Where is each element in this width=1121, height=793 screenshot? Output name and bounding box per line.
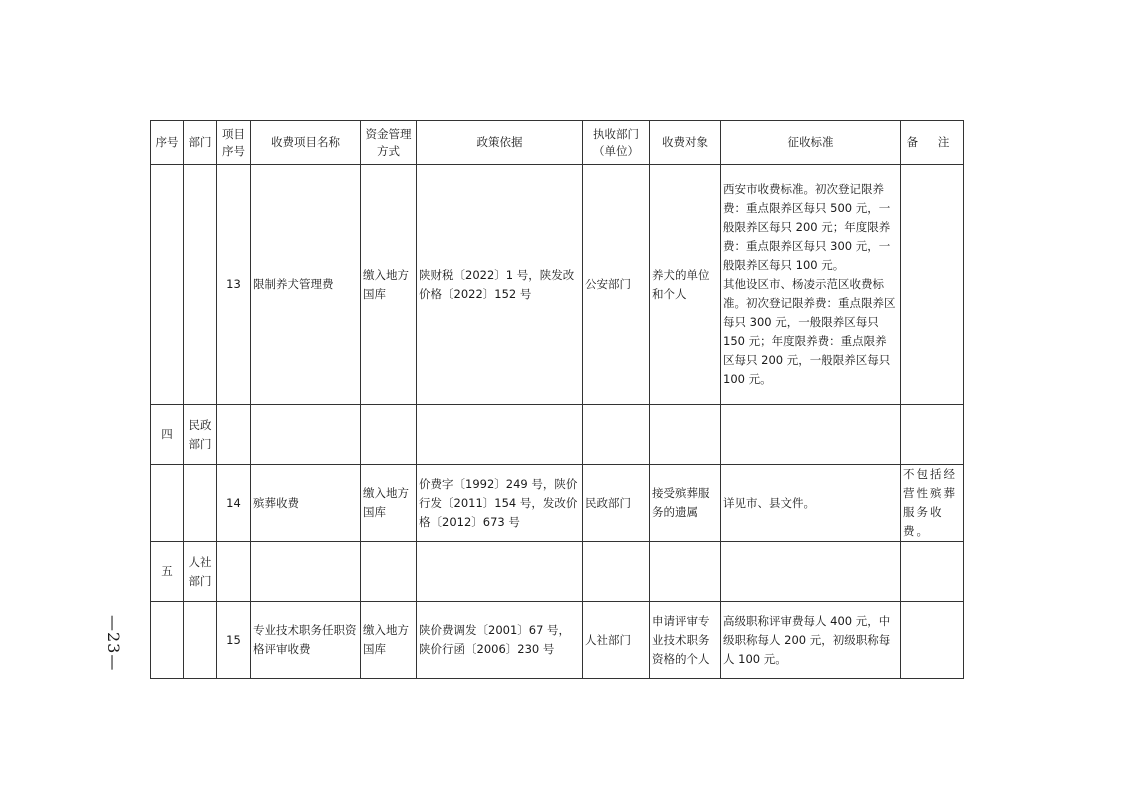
cell-fund-mgmt: [361, 405, 417, 465]
header-payer: 收费对象: [650, 121, 721, 165]
cell-dept: 民政部门: [184, 405, 217, 465]
cell-dept: [184, 165, 217, 405]
cell-remark: [901, 542, 964, 602]
cell-payer: 养犬的单位和个人: [650, 165, 721, 405]
table-row: [151, 405, 964, 465]
cell-remark: [901, 405, 964, 465]
cell-dept: [184, 602, 217, 679]
cell-item-name: 殡葬收费: [251, 465, 361, 542]
cell-policy: 陕价费调发〔2001〕67 号，陕价行函〔2006〕230 号: [417, 602, 583, 679]
cell-standard: 详见市、县文件。: [721, 465, 901, 542]
header-standard: 征收标准: [721, 121, 901, 165]
header-policy: 政策依据: [417, 121, 583, 165]
header-item-name: 收费项目名称: [251, 121, 361, 165]
cell-collector: 民政部门: [583, 465, 650, 542]
table-row: [151, 165, 964, 405]
header-collector: 执收部门（单位）: [583, 121, 650, 165]
cell-policy: [417, 405, 583, 465]
cell-item-name: [251, 405, 361, 465]
cell-collector: 公安部门: [583, 165, 650, 405]
cell-dept: 人社部门: [184, 542, 217, 602]
cell-policy: 价费字〔1992〕249 号，陕价行发〔2011〕154 号，发改价格〔2012〕673 号: [417, 465, 583, 542]
cell-item-no: [217, 542, 251, 602]
cell-remark: 不包括经营性殡葬服务收费。: [901, 465, 964, 542]
table-row: [151, 542, 964, 602]
cell-fund-mgmt: 缴入地方国库: [361, 465, 417, 542]
cell-standard: 高级职称评审费每人 400 元，中级职称每人 200 元，初级职称每人 100 元。: [721, 602, 901, 679]
cell-collector: [583, 542, 650, 602]
cell-item-name: 限制养犬管理费: [251, 165, 361, 405]
table-row: [151, 602, 964, 679]
cell-seq: 四: [151, 405, 184, 465]
cell-item-no: 14: [217, 465, 251, 542]
cell-fund-mgmt: [361, 542, 417, 602]
header-dept: 部门: [184, 121, 217, 165]
table-header-row: [151, 121, 964, 165]
cell-collector: [583, 405, 650, 465]
cell-standard: 西安市收费标准。初次登记限养费：重点限养区每只 500 元，一般限养区每只 200 元；年度限养费：重点限养区每只 300 元，一般限养区每只 100 元。 其他设区市、杨凌示范区收费标准。初次登记限养费：重点限养区每只 300 元，一般限养区每只 150 元；年度限养费：重点限养区每只 200 元，一般限养区每只 100 元。: [721, 165, 901, 405]
header-fund-mgmt: 资金管理方式: [361, 121, 417, 165]
cell-standard: [721, 405, 901, 465]
table-row: [151, 465, 964, 542]
cell-seq: [151, 165, 184, 405]
cell-payer: [650, 405, 721, 465]
cell-policy: 陕财税〔2022〕1 号，陕发改价格〔2022〕152 号: [417, 165, 583, 405]
cell-collector: 人社部门: [583, 602, 650, 679]
cell-fund-mgmt: 缴入地方国库: [361, 165, 417, 405]
page-number: —23—: [104, 615, 123, 672]
cell-seq: [151, 465, 184, 542]
cell-item-name: 专业技术职务任职资格评审收费: [251, 602, 361, 679]
cell-item-no: 15: [217, 602, 251, 679]
cell-item-name: [251, 542, 361, 602]
cell-payer: 申请评审专业技术职务资格的个人: [650, 602, 721, 679]
cell-standard: [721, 542, 901, 602]
cell-remark: [901, 602, 964, 679]
cell-item-no: 13: [217, 165, 251, 405]
cell-seq: [151, 602, 184, 679]
cell-dept: [184, 465, 217, 542]
cell-item-no: [217, 405, 251, 465]
header-remark: 备 注: [901, 121, 964, 165]
fee-table: [150, 120, 964, 679]
header-seq: 序号: [151, 121, 184, 165]
cell-remark: [901, 165, 964, 405]
cell-fund-mgmt: 缴入地方国库: [361, 602, 417, 679]
cell-payer: [650, 542, 721, 602]
header-item-no: 项目序号: [217, 121, 251, 165]
cell-payer: 接受殡葬服务的遗属: [650, 465, 721, 542]
cell-policy: [417, 542, 583, 602]
cell-seq: 五: [151, 542, 184, 602]
